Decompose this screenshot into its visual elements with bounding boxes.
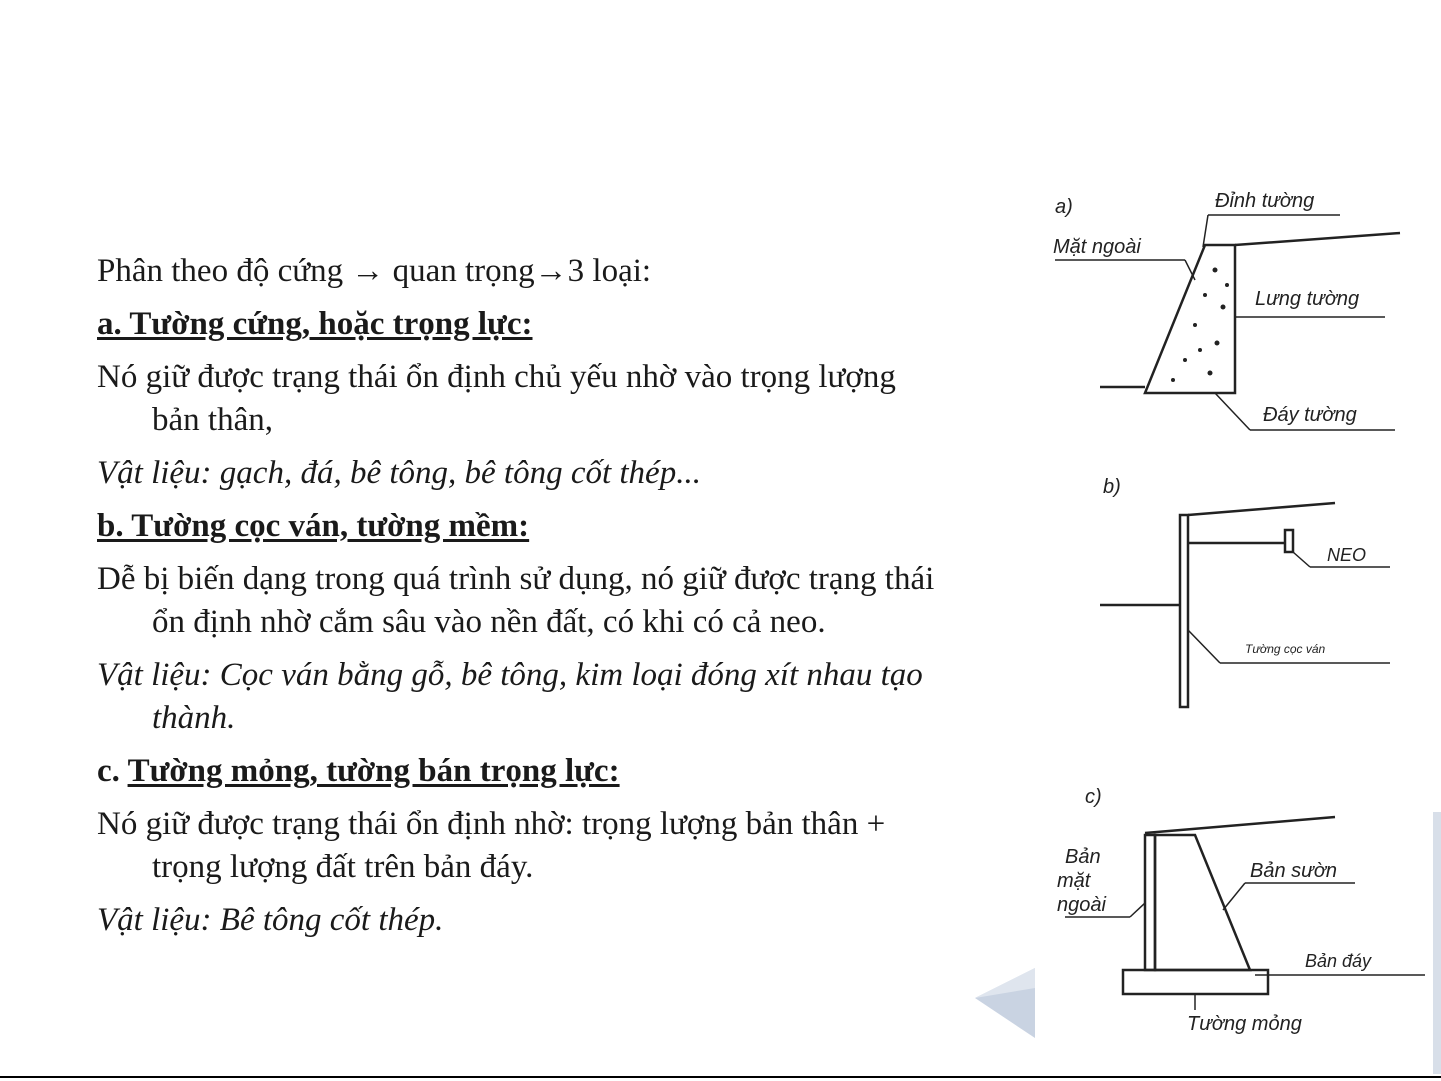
gravity-wall-body [1145, 245, 1235, 393]
label-face-slab-1: Bản [1065, 846, 1101, 868]
diagram-b-sheet-pile-wall [1100, 503, 1390, 707]
backfill-surface-c [1145, 817, 1335, 833]
desc-rigid-wall-2: bản thân, [152, 402, 273, 438]
material-sheet-pile-wall-2: thành. [152, 700, 236, 736]
prev-slide-arrow [975, 968, 1037, 1038]
label-outer-face: Mặt ngoài [1053, 236, 1141, 258]
slide-text [97, 250, 1047, 942]
wall-base-slab [1123, 970, 1268, 994]
leader-anchor [1293, 552, 1310, 567]
heading-sheet-pile-wall: b. Tường cọc ván, tường mềm: [97, 508, 530, 544]
leader-top-a-tick [1203, 215, 1208, 247]
label-face-slab-2: mặt [1057, 870, 1091, 892]
slide-edge-decoration [1433, 812, 1441, 1074]
material-thin-wall: Vật liệu: Bê tông cốt thép. [97, 902, 444, 938]
material-rigid-wall: Vật liệu: gạch, đá, bê tông, bê tông cốt thép... [97, 455, 701, 491]
diagram-c-marker: c) [1085, 786, 1102, 808]
triangle-left-icon[interactable] [975, 968, 1037, 1043]
diagram-a-marker: a) [1055, 196, 1073, 218]
label-wall-top: Đỉnh tường [1215, 190, 1315, 212]
label-base-slab: Bản đáy [1305, 951, 1372, 971]
label-anchor: NEO [1327, 545, 1367, 565]
label-rib-slab: Bản sườn [1250, 860, 1338, 882]
heading-thin-wall-prefix: c. [97, 753, 128, 789]
desc-thin-wall-2: trọng lượng đất trên bản đáy. [152, 849, 534, 885]
wall-rib [1155, 835, 1250, 970]
heading-thin-wall-text: Tường mỏng, tường bán trọng lực: [127, 753, 620, 789]
bottom-rule [0, 1076, 1441, 1078]
diagram-svg [1045, 175, 1430, 1055]
heading-thin-wall [97, 750, 1047, 793]
wall-stem [1145, 835, 1155, 970]
leader-rib [1223, 883, 1245, 910]
retaining-wall-diagrams [1045, 175, 1430, 1060]
backfill-surface-a [1235, 233, 1400, 245]
desc-rigid-wall-1: Nó giữ được trạng thái ổn định chủ yếu nhờ vào trọng lượng [97, 359, 896, 395]
label-sheet-pile: Tường cọc ván [1245, 642, 1326, 656]
sheet-pile [1180, 515, 1188, 707]
leader-face-a-tick [1185, 260, 1195, 280]
desc-thin-wall-1: Nó giữ được trạng thái ổn định nhờ: trọng lượng bản thân + [97, 806, 886, 842]
label-wall-base: Đáy tường [1263, 404, 1357, 426]
leader-pile [1188, 630, 1220, 663]
diagram-c-thin-wall [1065, 817, 1425, 1010]
label-thin-wall: Tường mỏng [1187, 1013, 1302, 1035]
concrete-stipple-a [1171, 268, 1229, 383]
desc-sheet-pile-wall-1: Dễ bị biến dạng trong quá trình sử dụng, nó giữ được trạng thái [97, 561, 935, 597]
heading-rigid-wall: a. Tường cứng, hoặc trọng lực: [97, 306, 533, 342]
desc-sheet-pile-wall-2: ổn định nhờ cắm sâu vào nền đất, có khi có cả neo. [152, 604, 826, 640]
label-wall-back: Lưng tường [1255, 288, 1360, 310]
material-sheet-pile-wall-1: Vật liệu: Cọc ván bằng gỗ, bê tông, kim loại đóng xít nhau tạo [97, 657, 923, 693]
leader-face-c-tick [1130, 903, 1145, 917]
diagram-b-marker: b) [1103, 476, 1121, 498]
leader-base-a [1215, 393, 1250, 430]
label-face-slab-3: ngoài [1057, 894, 1106, 916]
intro-line: Phân theo độ cứng → quan trọng→3 loại: [97, 253, 652, 289]
anchor-block [1285, 530, 1293, 552]
backfill-surface-b [1188, 503, 1335, 515]
